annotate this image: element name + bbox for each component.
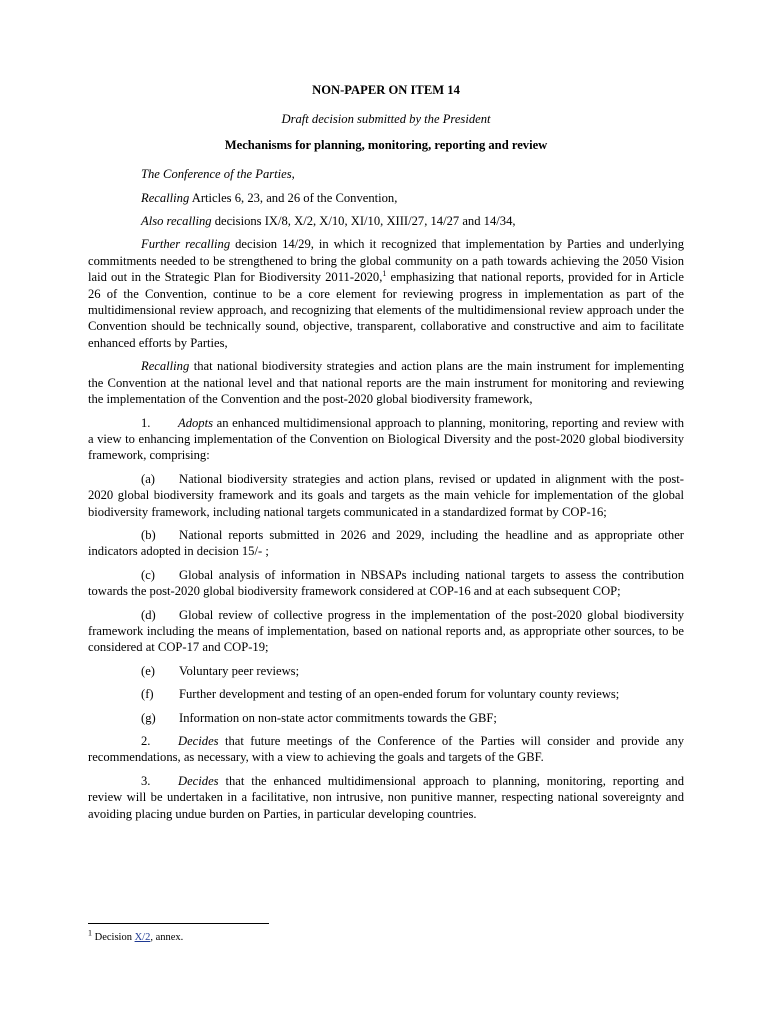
paragraph-number: 1. xyxy=(141,415,151,430)
operative-paragraph-3 xyxy=(88,773,684,822)
preamble-further-text-b: emphasizing that national reports, provided for in Article 26 of the Convention, continue to be a core element for reviewing progress in implementation as part of the multidimensional review approach, and recognizing that elements of the multidimensional review approach under the Convention should be technically sound, objective, transparent, collaborative and constructive and aim to facilitate enhanced efforts by Parties, xyxy=(88,270,684,350)
preamble-conference: The Conference of the Parties, xyxy=(141,167,295,182)
subparagraph-text: National reports submitted in 2026 and 2029, including the headline and as appropriate other indicators adopted in decision 15/- ; xyxy=(88,527,684,559)
preamble-also-text: decisions IX/8, X/2, X/10, XI/10, XIII/27, 14/27 and 14/34, xyxy=(211,214,516,229)
paragraph-number: 2. xyxy=(141,734,151,748)
subparagraph-label: (g) xyxy=(141,710,156,725)
subparagraph-a xyxy=(88,471,684,520)
document-body xyxy=(88,82,684,829)
operative-p3-text: that the enhanced multidimensional approach to planning, monitoring, reporting and review will be undertaken in a facilitative, non intrusive, non punitive manner, respecting national sovereignty and avoiding placing undue burden on Parties, in particular developing countries. xyxy=(88,773,684,821)
operative-p2-text: that future meetings of the Conference of the Parties will consider and provide any recommendations, as necessary, with a view to achieving the goals and targets of the GBF. xyxy=(88,734,684,765)
operative-p1-em: Adopts xyxy=(178,415,213,430)
operative-p1-text: an enhanced multidimensional approach to planning, monitoring, reporting and review with a view to enhancing implementation of the Convention on Biological Diversity and the post-2020 global biodiversity framework, comprising: xyxy=(88,415,684,463)
preamble-further-recalling xyxy=(88,236,684,351)
document-title: Mechanisms for planning, monitoring, reporting and review xyxy=(224,137,548,152)
footnote xyxy=(88,928,184,944)
subparagraph-label: (a) xyxy=(141,471,155,486)
preamble-also-em: Also recalling xyxy=(141,214,212,229)
subparagraph-label: (b) xyxy=(141,527,156,542)
footnote-mark: 1 xyxy=(88,928,92,938)
preamble-further-text-a: decision 14/29, in which it recognized that implementation by Parties and underlying commitments needed to be strengthened to bring the global community on a path towards achieving the 2050 Vision laid out in the Strategic Plan for Biodiversity 2011-2020, xyxy=(88,237,684,285)
footnote-prefix: Decision xyxy=(92,932,135,943)
preamble-recalling-2 xyxy=(88,358,684,407)
subparagraph-text: Information on non-state actor commitments towards the GBF; xyxy=(179,710,497,725)
footnote-suffix: , annex. xyxy=(150,932,184,943)
operative-paragraph-2 xyxy=(88,733,684,766)
subparagraph-g xyxy=(88,710,684,726)
subparagraph-d xyxy=(88,607,684,656)
preamble-also-recalling xyxy=(88,213,684,229)
footnote-ref[interactable]: 1 xyxy=(382,269,387,279)
preamble-recalling-text: Articles 6, 23, and 26 of the Convention, xyxy=(189,190,398,205)
subparagraph-e xyxy=(88,663,684,679)
preamble-recalling2-text: that national biodiversity strategies and action plans are the main instrument for implementing the Convention at the national level and that national reports are the main instrument for monitoring and reviewing the implementation of the Convention and the post-2020 global biodiversity framework, xyxy=(88,359,684,407)
footnote-decision-link[interactable]: X/2 xyxy=(134,932,151,943)
preamble-further-em: Further recalling xyxy=(141,237,231,252)
subparagraph-label: (e) xyxy=(141,663,155,678)
subparagraph-text: National biodiversity strategies and action plans, revised or updated in alignment with the post-2020 global biodiversity framework and its goals and targets as the main vehicle for implementation of the global biodiversity framework, including national targets communicated in a standardized format by COP-16; xyxy=(88,471,684,519)
operative-p3-em: Decides xyxy=(178,773,219,788)
subparagraph-b xyxy=(88,527,684,560)
subparagraph-text: Global review of collective progress in the implementation of the post-2020 global biodiversity framework including the means of implementation, based on national reports and, as appropriate other sources, to be considered at COP-17 and COP-19; xyxy=(88,607,684,655)
subparagraph-label: (c) xyxy=(141,567,155,582)
subparagraph-text: Voluntary peer reviews; xyxy=(179,663,300,678)
subparagraph-label: (f) xyxy=(141,687,154,702)
subparagraph-c xyxy=(88,567,684,600)
preamble-recalling xyxy=(88,190,684,206)
subparagraph-f xyxy=(88,686,684,702)
footnote-divider xyxy=(88,923,269,924)
paragraph-number: 3. xyxy=(141,773,151,788)
operative-paragraph-1 xyxy=(88,415,684,464)
operative-p2-em: Decides xyxy=(178,734,219,748)
preamble-recalling2-em: Recalling xyxy=(141,359,190,374)
subparagraph-text: Global analysis of information in NBSAPs including national targets to assess the contribution towards the post-2020 global biodiversity framework considered at COP-16 and at each subsequent COP; xyxy=(88,567,684,599)
document-subheading: Draft decision submitted by the President xyxy=(281,112,491,127)
document-heading: NON-PAPER ON ITEM 14 xyxy=(312,83,460,97)
subparagraph-text: Further development and testing of an open-ended forum for voluntary county reviews; xyxy=(179,687,620,702)
preamble-recalling-em: Recalling xyxy=(141,190,190,205)
subparagraph-label: (d) xyxy=(141,607,156,622)
